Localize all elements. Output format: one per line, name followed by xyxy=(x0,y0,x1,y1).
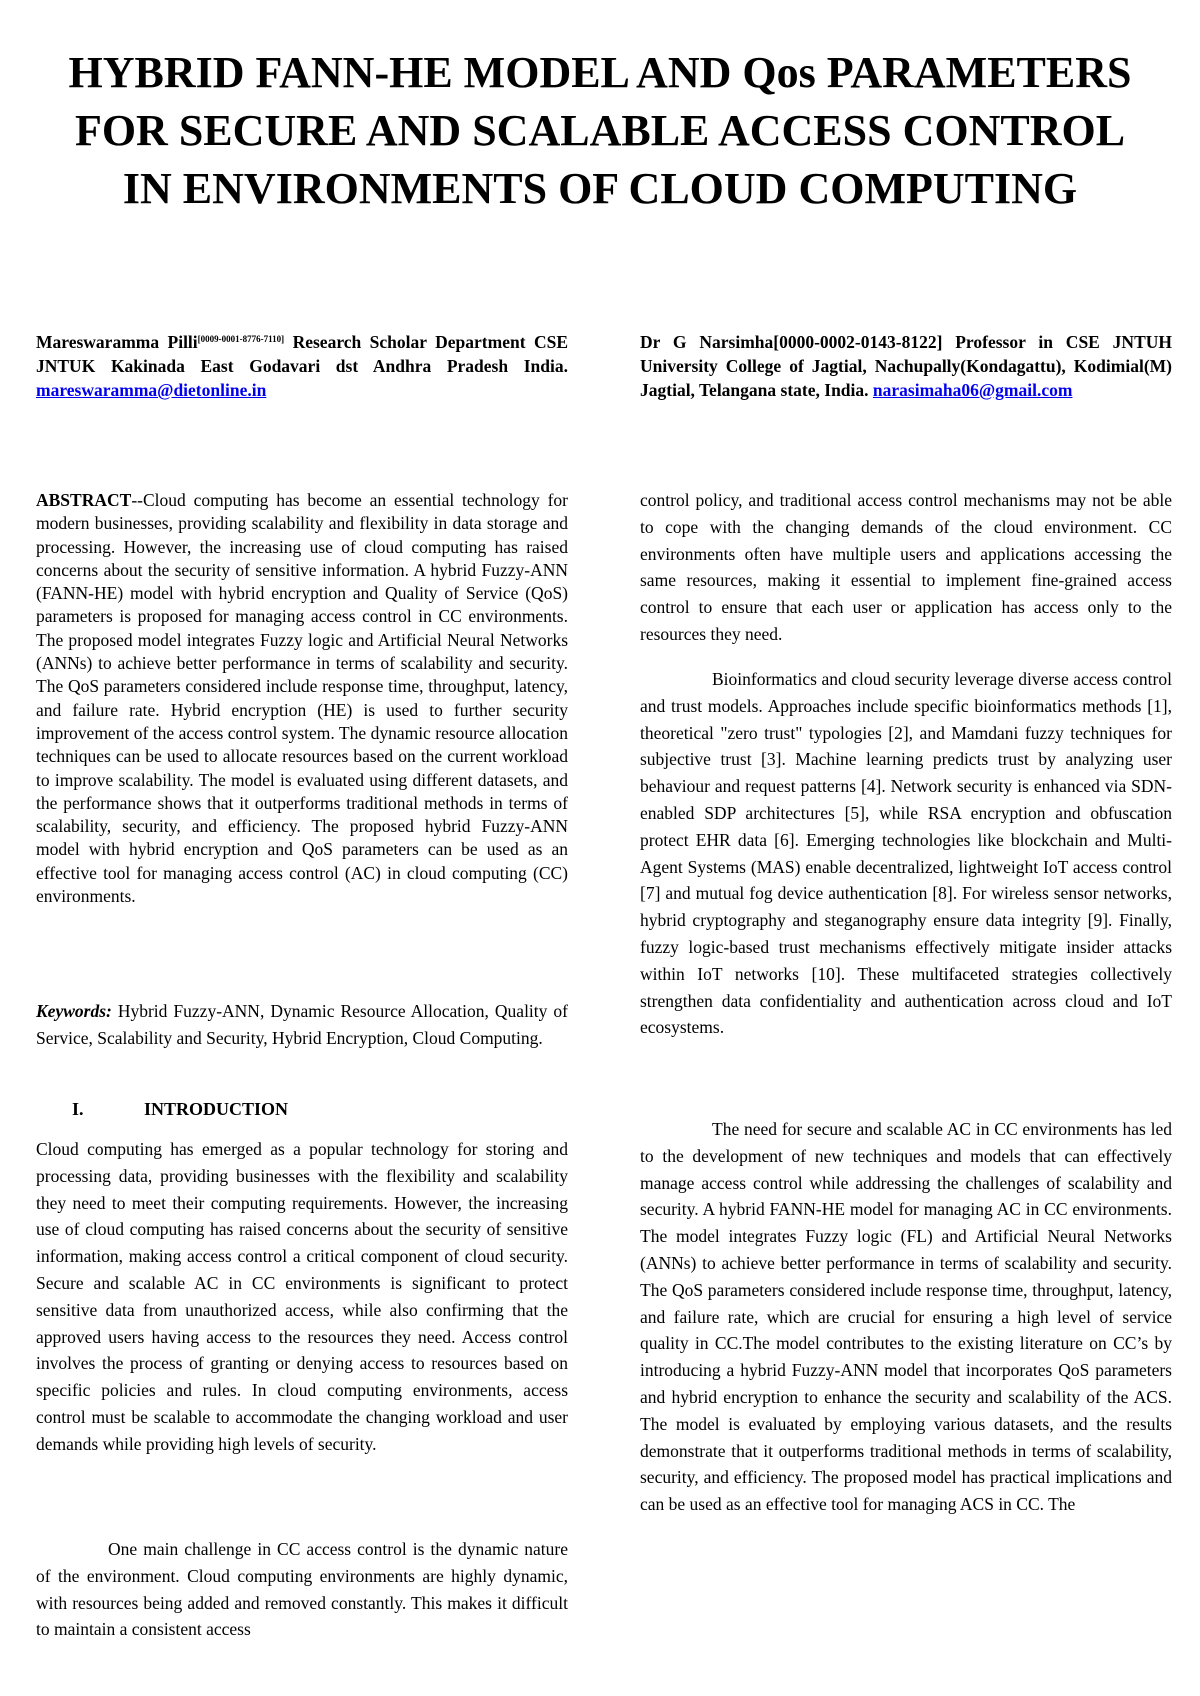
intro-paragraph-1: Cloud computing has emerged as a popular technology for storing and processing data, providing businesses with the flexibility and scalability they need to meet their computing requirements. However, the increasing use of cloud computing has raised concerns about the security of sensitive information, making access control a critical component of cloud security. Secure and scalable AC in CC environments is significant to protect sensitive data from unauthorized access, while also confirming that the approved users having access to the resources they need. Access control involves the process of granting or denying access to resources based on specific policies and rules. In cloud computing environments, access control must be scalable to accommodate the changing workload and user demands while providing high levels of security. xyxy=(36,1139,568,1454)
section-number: I. xyxy=(72,1099,84,1119)
author-block-1 xyxy=(36,330,568,402)
author-name: Dr G Narsimha xyxy=(640,332,774,352)
intro-paragraph-2: One main challenge in CC access control is the dynamic nature of the environment. Cloud computing environments are highly dynamic, with resources being added and removed constantly. This makes it difficult to maintain a consistent access xyxy=(36,1539,568,1640)
right-paragraph-3: The need for secure and scalable AC in CC environments has led to the development of new techniques and models that can effectively manage access control while addressing the challenges of scalability and security. A hybrid FANN-HE model for managing AC in CC environments. The model integrates Fuzzy logic (FL) and Artificial Neural Networks (ANNs) to achieve better performance in terms of scalability and security. The QoS parameters considered include response time, throughput, latency, and failure rate, which are crucial for ensuring a high level of service quality in CC.The model contributes to the existing literature on CC’s by introducing a hybrid Fuzzy-ANN model that incorporates QoS parameters and hybrid encryption to enhance the security and scalability of the ACS. The model is evaluated by employing various datasets, and the results demonstrate that it outperforms traditional methods in terms of scalability, security, and efficiency. The proposed model has practical implications and can be used as an effective tool for managing ACS in CC. The xyxy=(640,1119,1172,1515)
keywords-text: Hybrid Fuzzy-ANN, Dynamic Resource Allocation, Quality of Service, Scalability and Security, Hybrid Encryption, Cloud Computing. xyxy=(36,1001,568,1048)
abstract-text: --Cloud computing has become an essential technology for modern businesses, providing scalability and flexibility in data storage and processing. However, the increasing use of cloud computing has raised concerns about the security of sensitive information. A hybrid Fuzzy-ANN (FANN-HE) model with hybrid encryption and Quality of Service (QoS) parameters is proposed for managing access control in CC environments. The proposed model integrates Fuzzy logic and Artificial Neural Networks (ANNs) to achieve better performance in terms of scalability and security. The QoS parameters considered include response time, throughput, latency, and failure rate. Hybrid encryption (HE) is used to further security improvement of the access control system. The dynamic resource allocation techniques can be used to allocate resources based on the current workload to improve scalability. The model is evaluated using different datasets, and the performance shows that it outperforms traditional methods in terms of scalability, security, and efficiency. The proposed hybrid Fuzzy-ANN model with hybrid encryption and QoS parameters can be used as an effective tool for managing access control (AC) in cloud computing (CC) environments. xyxy=(36,490,568,907)
keywords-label: Keywords: xyxy=(36,1001,112,1021)
author-affiliation: Research Scholar Department CSE JNTUK Kakinada East Godavari dst Andhra Pradesh India. xyxy=(36,332,568,376)
section-title: INTRODUCTION xyxy=(144,1099,289,1119)
abstract-label: ABSTRACT xyxy=(36,490,132,510)
author-email-link[interactable]: narasimaha06@gmail.com xyxy=(872,380,1073,400)
author-block-2 xyxy=(640,330,1172,402)
right-paragraph-2: Bioinformatics and cloud security leverage diverse access control and trust models. Approaches include specific bioinformatics methods [1], theoretical "zero trust" typologies [2], and Mamdani fuzzy techniques for subjective trust [3]. Machine learning predicts trust by analyzing user behaviour and request patterns [4]. Network security is enhanced via SDN-enabled SDP architectures [5], while RSA encryption and obfuscation protect EHR data [6]. Emerging technologies like blockchain and Multi-Agent Systems (MAS) enable decentralized, lightweight IoT access control [7] and mutual fog device authentication [8]. For wireless sensor networks, hybrid cryptography and steganography ensure data integrity [9]. Finally, fuzzy logic-based trust mechanisms effectively mitigate insider attacks within IoT networks [10]. These multifaceted strategies collectively strengthen data confidentiality and authentication across cloud and IoT ecosystems. xyxy=(640,669,1172,1038)
author-email-link[interactable]: mareswaramma@dietonline.in xyxy=(36,380,267,400)
keywords xyxy=(36,998,568,1051)
section-heading xyxy=(36,1099,568,1120)
author-name: Mareswaramma Pilli xyxy=(36,332,198,352)
author-orcid: [0000-0002-0143-8122] xyxy=(773,332,943,352)
author-affiliation: Professor in CSE JNTUH University College of Jagtial, Nachupally(Kondagattu), Kodimial(M) Jagtial, Telangana state, India. xyxy=(640,332,1172,400)
abstract xyxy=(36,489,568,908)
paper-title: HYBRID FANN-HE MODEL AND Qos PARAMETERS FOR SECURE AND SCALABLE ACCESS CONTROL IN ENVIRONMENTS OF CLOUD COMPUTING xyxy=(68,48,1132,213)
author-orcid: [0009-0001-8776-7110] xyxy=(197,334,285,344)
right-paragraph-1: control policy, and traditional access control mechanisms may not be able to cope with the changing demands of the cloud environment. CC environments often have multiple users and applications accessing the same resources, making it essential to implement fine-grained access control to ensure that each user or application has access only to the resources they need. xyxy=(640,490,1172,644)
